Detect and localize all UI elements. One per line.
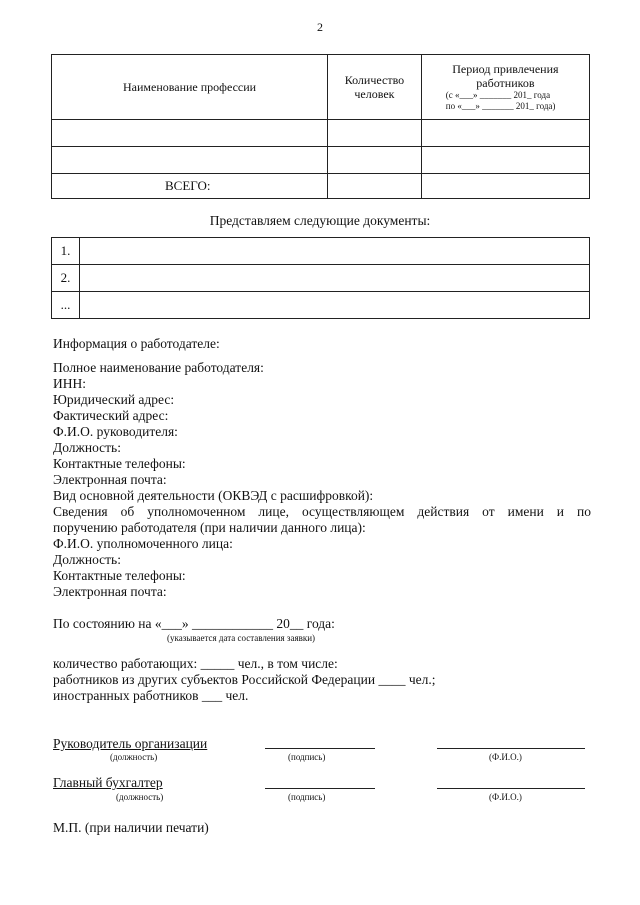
- field-actual-address: Фактический адрес:: [53, 408, 169, 423]
- field-authorized-position: Должность:: [53, 552, 121, 567]
- col-period-line2: работников: [476, 76, 535, 90]
- accountant-signature-note: (подпись): [288, 792, 326, 802]
- head-name-note: (Ф.И.О.): [489, 752, 522, 762]
- total-row: [52, 174, 590, 199]
- col-count-line1: Количество: [344, 73, 405, 87]
- doc-cell: [80, 265, 590, 292]
- head-position-note: (должность): [110, 752, 158, 762]
- col-count: [328, 55, 422, 120]
- col-profession: Наименование профессии: [52, 55, 328, 120]
- documents-title: Представляем следующие документы:: [209, 213, 431, 228]
- authorized-line2: поручению работодателя (при наличии данного лица):: [53, 520, 366, 535]
- table-cell: [328, 147, 422, 174]
- status-as-of-note: (указывается дата составления заявки): [167, 633, 316, 643]
- accountant-signature-line: [265, 787, 375, 789]
- field-activity: Вид основной деятельности (ОКВЭД с расшифровкой):: [53, 488, 374, 503]
- field-email: Электронная почта:: [53, 472, 167, 487]
- field-legal-address: Юридический адрес:: [53, 392, 175, 407]
- accountant-name-line: [437, 787, 585, 789]
- table-cell: [421, 120, 589, 147]
- head-signature-line: [265, 747, 375, 749]
- field-head-name: Ф.И.О. руководителя:: [53, 424, 178, 439]
- table-row: [52, 147, 590, 174]
- table-cell: [328, 174, 422, 199]
- field-authorized-phones: Контактные телефоны:: [53, 568, 186, 583]
- head-title: Руководитель организации: [53, 736, 208, 751]
- field-position: Должность:: [53, 440, 121, 455]
- head-signature-note: (подпись): [288, 752, 326, 762]
- field-phones: Контактные телефоны:: [53, 456, 186, 471]
- table-row: [52, 292, 590, 319]
- authorized-line1: Сведения об уполномоченном лице, осуществляющем действия от имени и по: [53, 504, 591, 519]
- field-authorized-name: Ф.И.О. уполномоченного лица:: [53, 536, 233, 551]
- table-row: [52, 265, 590, 292]
- chief-accountant-title: Главный бухгалтер: [53, 775, 163, 790]
- table-cell: [328, 120, 422, 147]
- workers-foreign: иностранных работников ___ чел.: [53, 688, 249, 703]
- field-full-name: Полное наименование работодателя:: [53, 360, 264, 375]
- doc-number: ...: [52, 292, 80, 319]
- field-authorized-email: Электронная почта:: [53, 584, 167, 599]
- period-to: по «___» _______ 201_ года): [445, 101, 556, 111]
- field-inn: ИНН:: [53, 376, 86, 391]
- total-label: ВСЕГО:: [52, 174, 328, 199]
- table-cell: [52, 120, 328, 147]
- table-cell: [52, 147, 328, 174]
- col-period-line1: Период привлечения: [452, 62, 559, 76]
- professions-table-header: [52, 55, 590, 120]
- doc-cell: [80, 238, 590, 265]
- stamp-note: М.П. (при наличии печати): [53, 820, 209, 835]
- col-count-line2: человек: [354, 87, 395, 101]
- period-from: (с «___» _______ 201_ года: [445, 90, 551, 100]
- professions-table: [51, 54, 590, 199]
- table-row: [52, 238, 590, 265]
- doc-number: 1.: [52, 238, 80, 265]
- table-cell: [421, 174, 589, 199]
- status-as-of: По состоянию на «___» ____________ 20__ года:: [53, 616, 335, 631]
- head-name-line: [437, 747, 585, 749]
- table-cell: [421, 147, 589, 174]
- doc-number: 2.: [52, 265, 80, 292]
- table-row: [52, 120, 590, 147]
- workers-other-regions: работников из других субъектов Российской Федерации ____ чел.;: [53, 672, 436, 687]
- accountant-name-note: (Ф.И.О.): [489, 792, 522, 802]
- documents-table: [51, 237, 590, 319]
- page-number: 2: [317, 20, 323, 34]
- employer-fields: [53, 360, 591, 600]
- accountant-position-note: (должность): [116, 792, 164, 802]
- doc-cell: [80, 292, 590, 319]
- status-block: [53, 656, 435, 704]
- workers-count: количество работающих: _____ чел., в том числе:: [53, 656, 338, 671]
- employer-info-heading: Информация о работодателе:: [53, 336, 220, 351]
- col-period: [421, 55, 589, 120]
